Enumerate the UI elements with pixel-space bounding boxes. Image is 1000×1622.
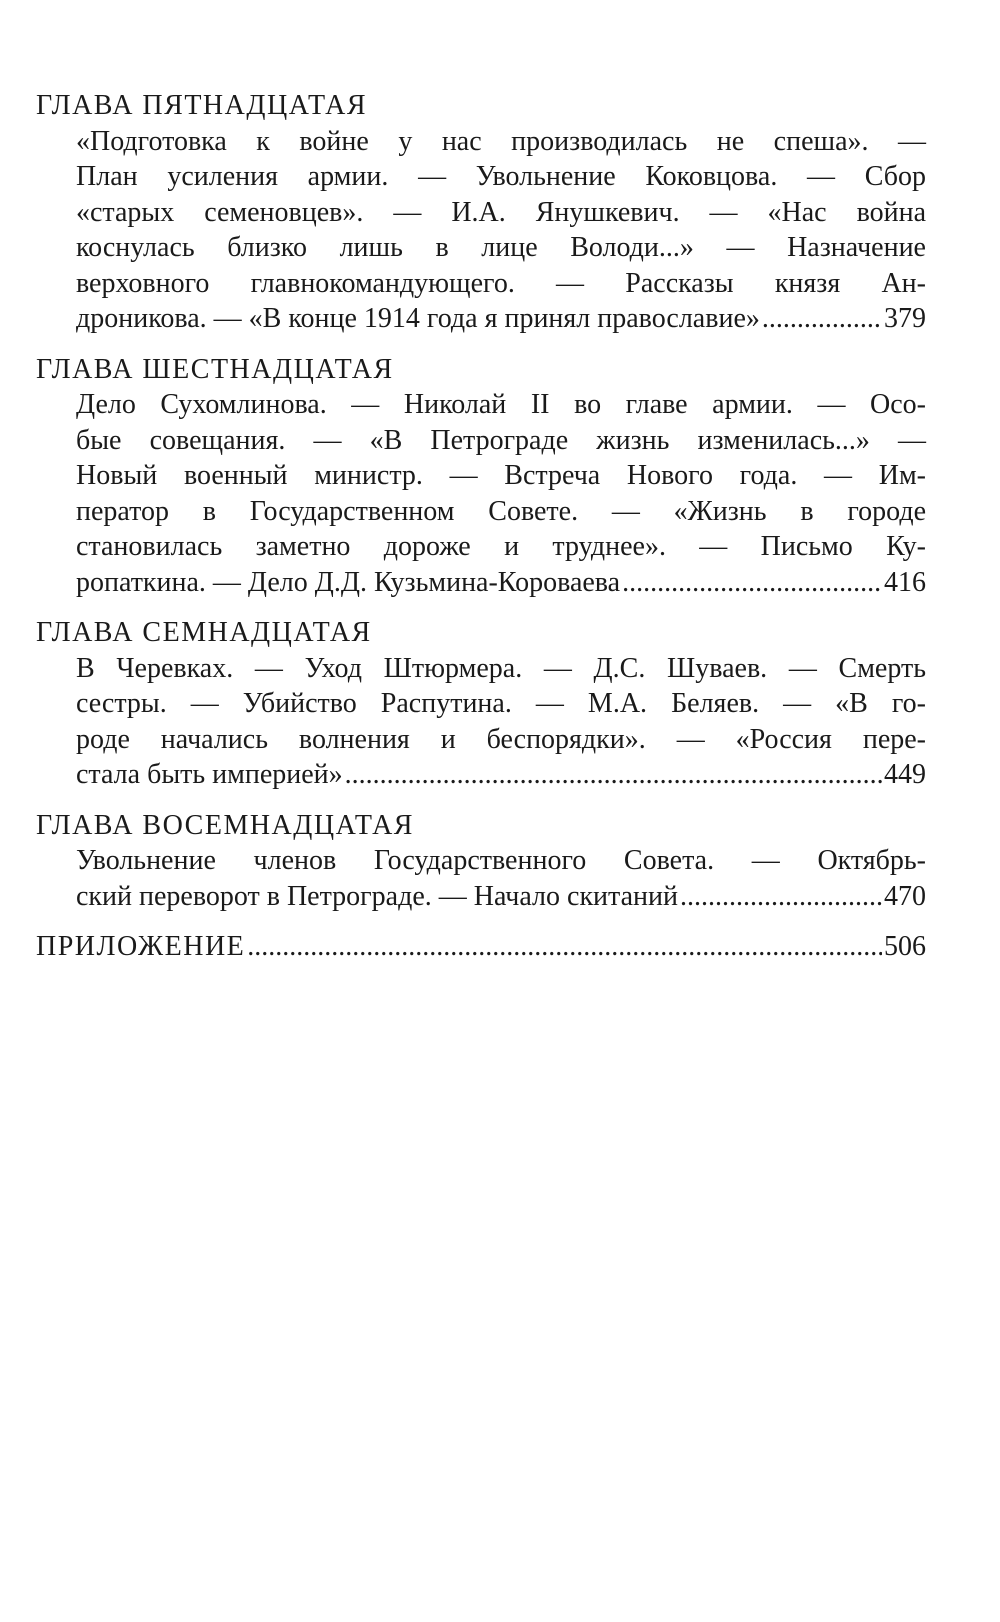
summary-last-line <box>76 879 926 915</box>
summary-line: Новый военный министр. — Встреча Нового года. — Им- <box>76 460 926 491</box>
summary-line: стала быть империей» <box>76 759 343 790</box>
summary-last-line <box>76 757 926 793</box>
page-number: 379 <box>884 303 926 334</box>
dot-leader <box>247 929 882 965</box>
summary-line: ропаткина. — Дело Д.Д. Кузьмина-Короваева <box>76 566 621 598</box>
chapter-title: ГЛАВА ПЯТНАДЦАТАЯ <box>36 90 368 121</box>
page-number: 416 <box>884 566 926 598</box>
summary-line: «старых семеновцев». — И.А. Янушкевич. — «Нас война <box>76 196 926 228</box>
summary-line: сестры. — Убийство Распутина. — М.А. Беляев. — «В го- <box>76 688 926 719</box>
chapter-18 <box>36 808 926 915</box>
chapter-summary <box>36 651 926 793</box>
summary-line: бые совещания. — «В Петрограде жизнь изменилась...» — <box>76 424 926 456</box>
summary-line: План усиления армии. — Увольнение Коковцова. — Сбор <box>76 161 926 192</box>
chapter-title: ГЛАВА ВОСЕМНАДЦАТАЯ <box>36 809 414 841</box>
summary-line: дроникова. — «В конце 1914 года я принял православие» <box>76 303 760 334</box>
summary-line: «Подготовка к войне у нас производилась не спеша». — <box>76 125 926 157</box>
summary-last-line <box>76 301 926 337</box>
dot-leader <box>680 879 882 915</box>
summary-line: коснулась близко лишь в лице Володи...» — Назначение <box>76 232 926 263</box>
page-number: 506 <box>884 931 926 962</box>
page-number: 449 <box>884 759 926 790</box>
table-of-contents <box>36 88 926 965</box>
dot-leader <box>622 565 882 601</box>
chapter-summary <box>36 124 926 337</box>
dot-leader <box>345 757 882 793</box>
chapter-15 <box>36 88 926 337</box>
chapter-title: ГЛАВА СЕМНАДЦАТАЯ <box>36 617 372 648</box>
appendix-entry <box>36 929 926 965</box>
summary-line: роде начались волнения и беспорядки». — «Россия пере- <box>76 723 926 755</box>
chapter-16 <box>36 352 926 601</box>
summary-last-line <box>76 565 926 601</box>
dot-leader <box>762 301 882 337</box>
page-number: 470 <box>884 880 926 912</box>
appendix-title: ПРИЛОЖЕНИЕ <box>36 931 246 962</box>
summary-line: становилась заметно дороже и труднее». — Письмо Ку- <box>76 531 926 562</box>
summary-line: Увольнение членов Государственного Совета. — Октябрь- <box>76 845 926 876</box>
summary-line: верховного главнокомандующего. — Рассказы князя Ан- <box>76 267 926 299</box>
summary-line: ператор в Государственном Совете. — «Жизнь в городе <box>76 495 926 527</box>
chapter-summary <box>36 387 926 600</box>
chapter-17 <box>36 615 926 793</box>
chapter-summary <box>36 843 926 914</box>
chapter-title: ГЛАВА ШЕСТНАДЦАТАЯ <box>36 353 394 385</box>
summary-line: Дело Сухомлинова. — Николай II во главе армии. — Осо- <box>76 389 926 420</box>
summary-line: ский переворот в Петрограде. — Начало скитаний <box>76 880 678 912</box>
summary-line: В Черевках. — Уход Штюрмера. — Д.С. Шуваев. — Смерть <box>76 652 926 684</box>
